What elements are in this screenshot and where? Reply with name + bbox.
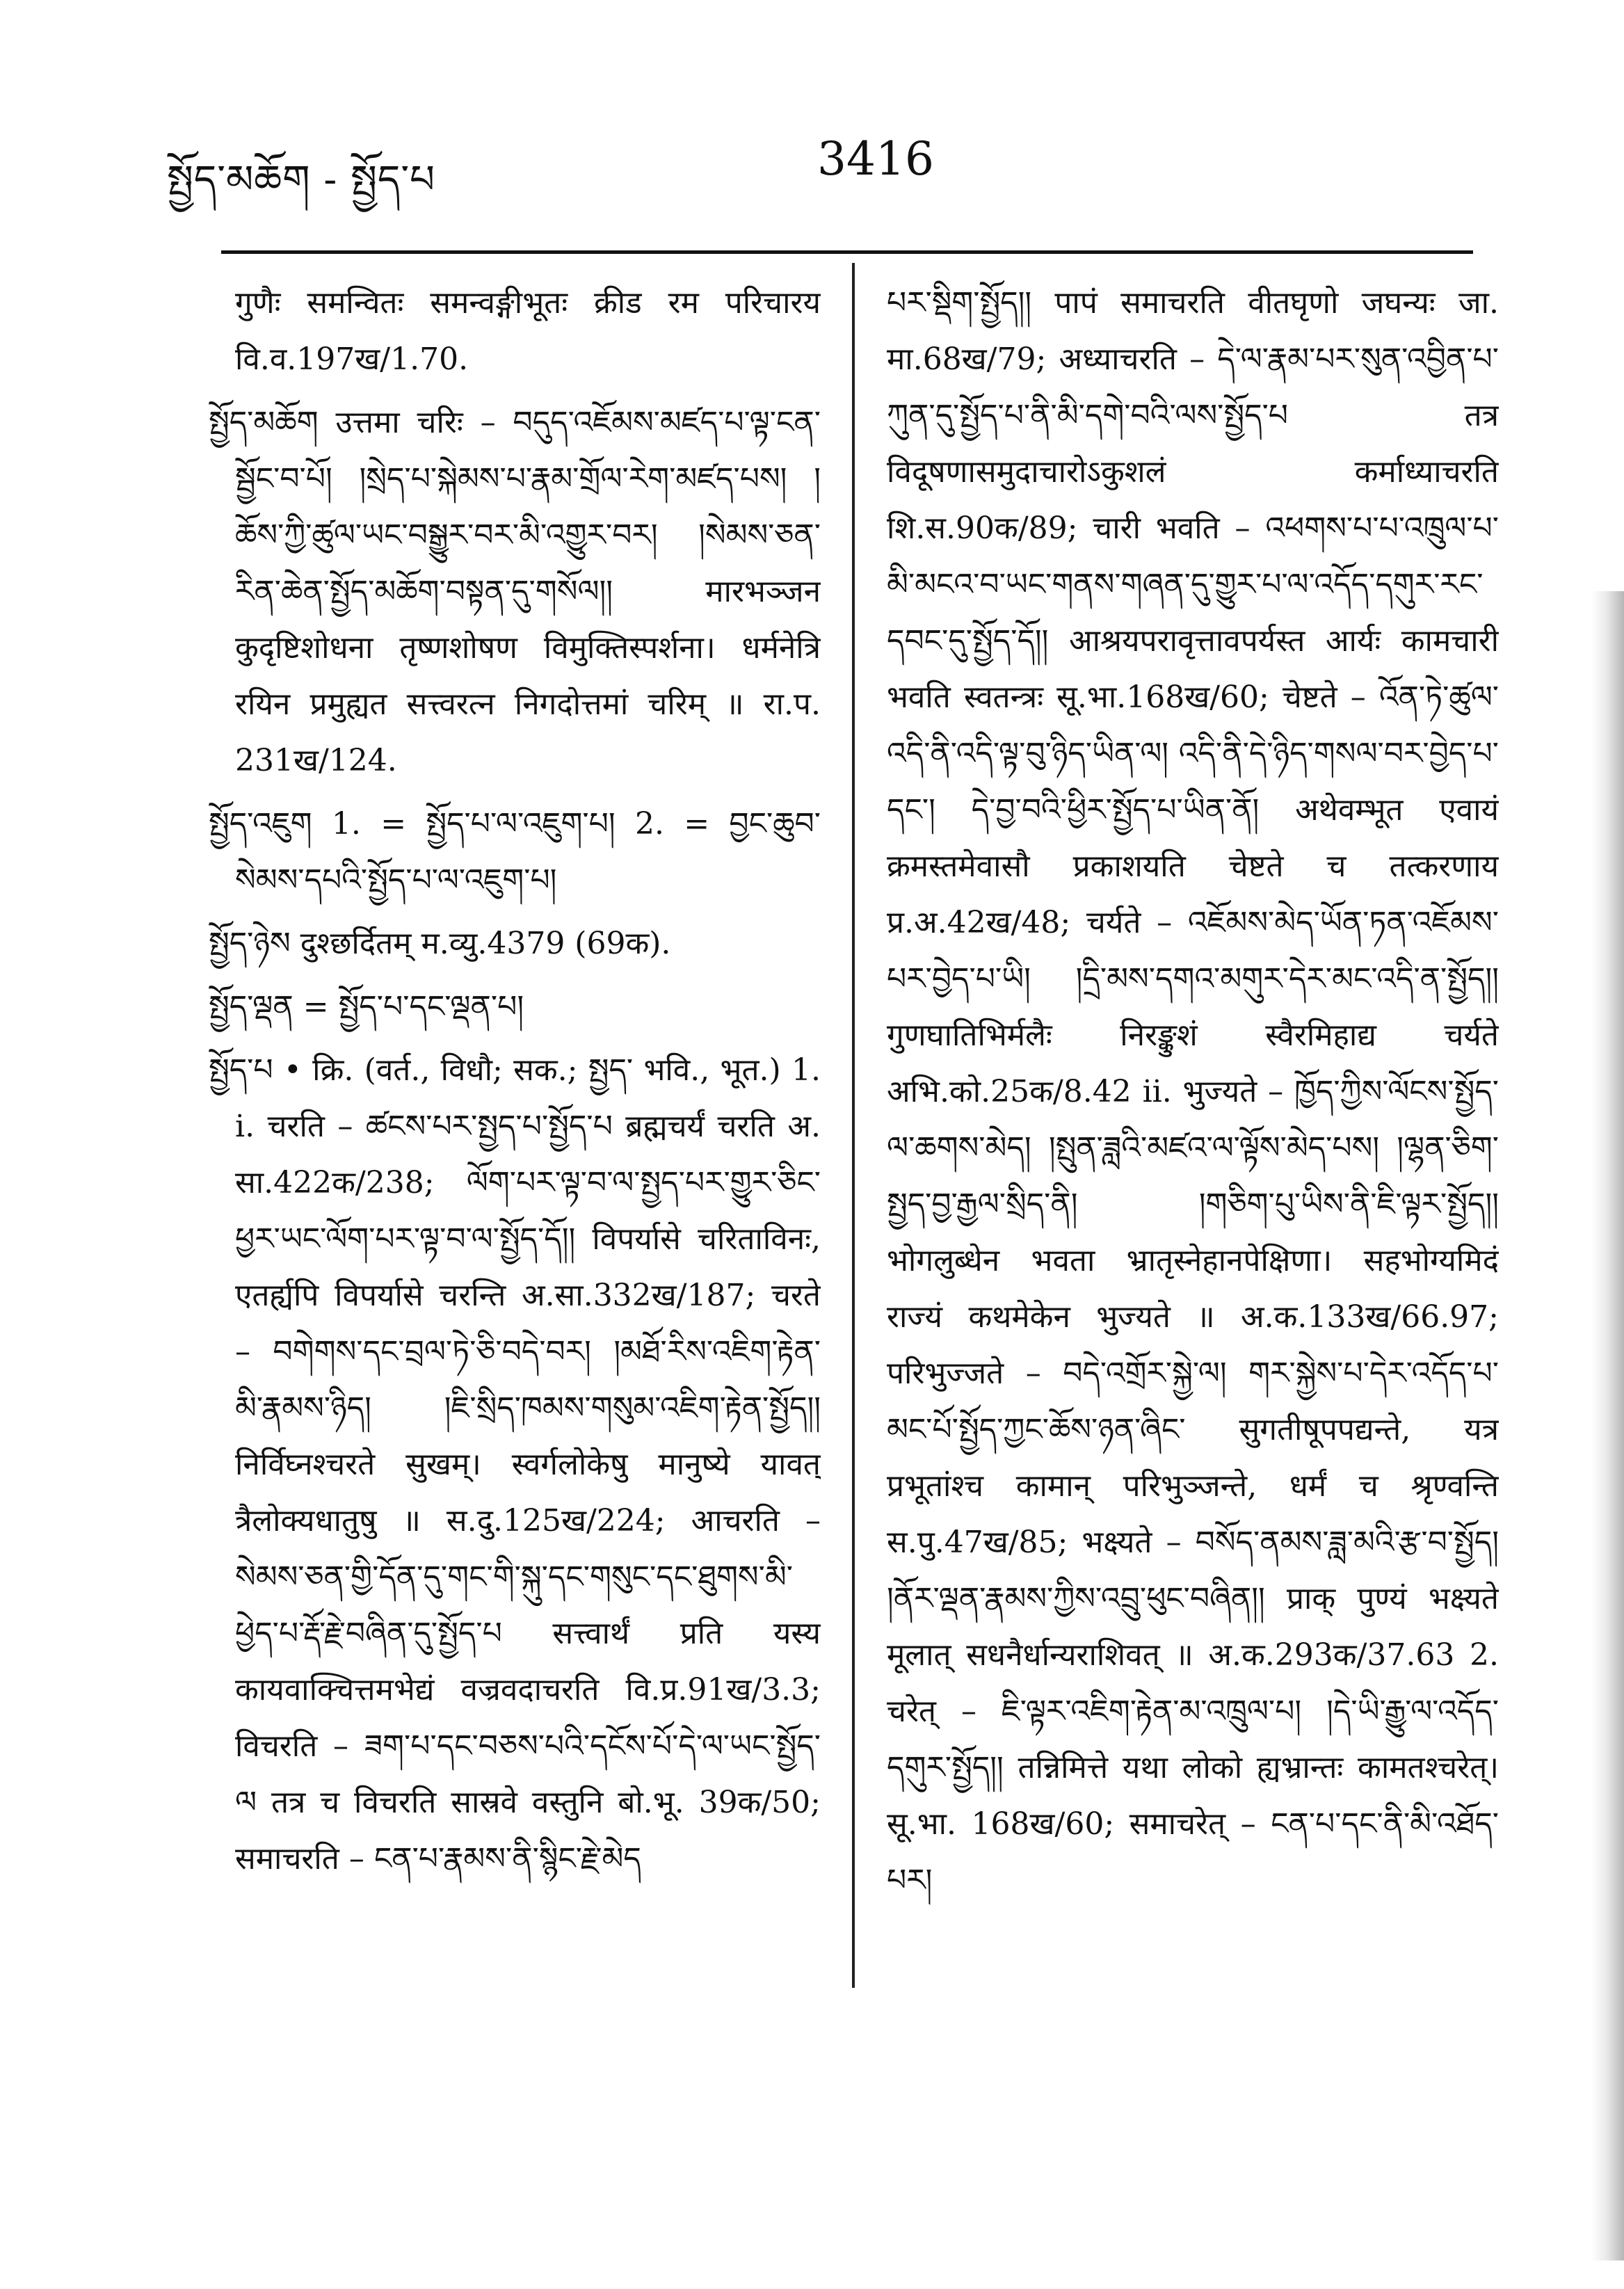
entry-spyod-nyes: སྤྱོད་ཉེས दुश्छर्दितम् म.व्यु.4379 (69क). (209, 926, 671, 961)
entry-spyod-pa-continued: པར་སྡིག་སྤྱོད།། पापं समाचरति वीतघृणो जघन्यः जा. मा.68ख/79; अध्याचरति – དེ་ལ་རྣམ་པར་སུན་འབྱིན་པ་ཀུན་དུ་སྤྱོད་པ་ནི་མི་དགེ་བའི་ལས་སྤྱོད་པ तत्र विदूषणासमुदाचारोऽकुशलं कर्माध्याचरति शि.स.90क/89; चारी भवति – འཕགས་པ་པ་འཁྲུལ་པ་མི་མངའ་བ་ཡང་གནས་གཞན་དུ་གྱུར་པ་ལ་འདོད་དགུར་རང་དབང་དུ་སྤྱོད་དོ།། आश्रयपरावृत्तावपर्यस्त आर्यः कामचारी भवति स्वतन्त्रः सू.भा.168ख/60; चेष्टते – འོན་ཏེ་ཚུལ་འདི་ནི་འདི་ལྟ་བུ་ཉིད་ཡིན་ལ། འདི་ནི་དེ་ཉིད་གསལ་བར་བྱེད་པ་དང་། དེ་བྱ་བའི་ཕྱིར་སྤྱོད་པ་ཡིན་ནོ། अथेवम्भूत एवायं क्रमस्तमेवासौ प्रकाशयति चेष्टते च तत्करणाय प्र.अ.42ख/48; चर्यते – འཇོམས་མེད་ཡོན་ཏན་འཇོམས་པར་བྱེད་པ་ཡི། །དྲི་མས་དགའ་མགུར་དེར་མང་འདི་ན་སྤྱོད།། गुणघातिभिर्मलैः निरङ्कुशं स्वैरमिहाद्य चर्यते अभि.को.25क/8.42 ii. भुज्यते – ཁྱོད་ཀྱིས་ལོངས་སྤྱོད་ལ་ཆགས་མེད། །སྤུན་ཟླའི་མཛའ་ལ་ལྟོས་མེད་པས། །ལྷན་ཅིག་སྤྱད་བྱ་རྒྱལ་སྲིད་ནི། །གཅིག་པུ་ཡིས་ནི་ཇི་ལྟར་སྤྱོད།། भोगलुब्धेन भवता भ्रातृस्नेहानपेक्षिणा। सहभोग्यमिदं राज्यं कथमेकेन भुज्यते ॥ अ.क.133ख/66.97; परिभुज्जते – བདེ་འགྲོར་སྐྱེ་ལ། གར་སྐྱེས་པ་དེར་འདོད་པ་མང་པོ་སྤྱོད་ཀྱང་ཆོས་ཉན་ཞིང་ सुगतीषूपपद्यन्ते, यत्र प्रभूतांश्च कामान् परिभुञ्जन्ते, धर्मं च श्रृण्वन्ति स.पु.47ख/85; भक्ष्यते – བསོད་ནམས་ཟླ་མའི་རྩ་བ་སྤྱོད། །ནོར་ལྡན་རྣམས་ཀྱིས་འབྲུ་ཕུང་བཞིན།། प्राक् पुण्यं भक्ष्यते मूलात् सधनैर्धान्यराशिवत् ॥ अ.क.293क/37.63 2. चरेत् – ཇི་ལྟར་འཇིག་རྟེན་མ་འཁྲུལ་པ། །དེ་ཡི་རྒྱུ་ལ་འདོད་དགུར་སྤྱོད།། तन्निमित्ते यथा लोको ह्यभ्रान्तः कामतश्चरेत्। सू.भा. 168ख/60; समाचरेत् – ངན་པ་དང་ནི་མི་འཐོད་པར། (887, 285, 1499, 1898)
entry-spyod-pa: སྤྱོད་པ • क्रि. (वर्त., विधौ; सक.; སྤྱད་ भवि., भूत.) 1. i. चरति – ཚངས་པར་སྤྱད་པ་སྤྱོད་པ ब्रह्मचर्यं चरति अ. सा.422क/238; ལོག་པར་ལྟ་བ་ལ་སྤྱད་པར་གྱུར་ཅིང་ཕྱར་ཡང་ལོག་པར་ལྟ་བ་ལ་སྤྱོད་དོ།། विपर्यासे चरिताविनः, एतर्ह्यपि विपर्यासे चरन्ति अ.सा.332ख/187; चरते – བགེགས་དང་བྲལ་ཏེ་ཅི་བདེ་བར། །མཐོ་རིས་འཇིག་རྟེན་མི་རྣམས་ཉིད། །ཇི་སྲིད་ཁམས་གསུམ་འཇིག་རྟེན་སྤྱོད།། निर्विघ्नश्चरते सुखम्। स्वर्गलोकेषु मानुष्ये यावत् त्रैलोक्यधातुषु ॥ स.दु.125ख/224; आचरति – སེམས་ཅན་གྱི་དོན་དུ་གང་གི་སྐུ་དང་གསུང་དང་ཐུགས་མི་ཕྱེད་པ་རྡོ་རྗེ་བཞིན་དུ་སྤྱོད་པ सत्त्वार्थं प्रति यस्य कायवाक्चित्तमभेद्यं वज्रवदाचरति वि.प्र.91ख/3.3; विचरति – ཟག་པ་དང་བཅས་པའི་དངོས་པོ་དེ་ལ་ཡང་སྤྱོད་ལ तत्र च विचरति सास्रवे वस्तुनि बो.भू. 39क/50; समाचरति – ངན་པ་རྣམས་ནི་སྙིང་རྗེ་མེད (209, 1052, 821, 1877)
column-divider (852, 263, 855, 1988)
running-head: སྤྱོད་མཆོག - སྤྱོད་པ (167, 157, 435, 202)
page-header (0, 0, 1624, 257)
entry-continuation: गुणैः समन्वितः समन्वङ्गीभूतः क्रीड रम परिचारय वि.व.197ख/1.70. (235, 285, 821, 377)
left-column (209, 275, 821, 2000)
right-column (887, 275, 1499, 2000)
entry-spyod-jug: སྤྱོད་འཇུག 1. = སྤྱོད་པ་ལ་འཇུག་པ། 2. = བྱང་ཆུབ་སེམས་དཔའི་སྤྱོད་པ་ལ་འཇུག་པ། (209, 806, 821, 898)
entry-spyod-ldan: སྤྱོད་ལྡན = སྤྱོད་པ་དང་ལྡན་པ། (209, 989, 524, 1025)
entry-spyod-mchog: སྤྱོད་མཆོག उत्तमा चरिः – བདུད་འཇོམས་མཛད་པ་ལྟ་ངན་སྦྱོང་བ་པོ། །སྲེད་པ་སྐེམས་པ་རྣམ་གྲོལ་རེག་མཛད་པས། །ཆོས་ཀྱི་ཚུལ་ཡང་བསྒྱུར་བར་མི་འགྱུར་བར། །སེམས་ཅན་རིན་ཆེན་སྤྱོད་མཆོག་བསྟན་དུ་གསོལ།། मारभञ्जन कुदृष्टिशोधना तृष्णशोषण विमुक्तिस्पर्शना। धर्मनेत्रि रयिन प्रमुह्यत सत्त्वरत्न निगदोत्तमां चरिम् ॥ रा.प. 231ख/124. (209, 405, 821, 778)
page-number: 3416 (817, 132, 934, 186)
scan-edge-shadow (1592, 591, 1624, 2260)
header-rule (221, 250, 1473, 254)
